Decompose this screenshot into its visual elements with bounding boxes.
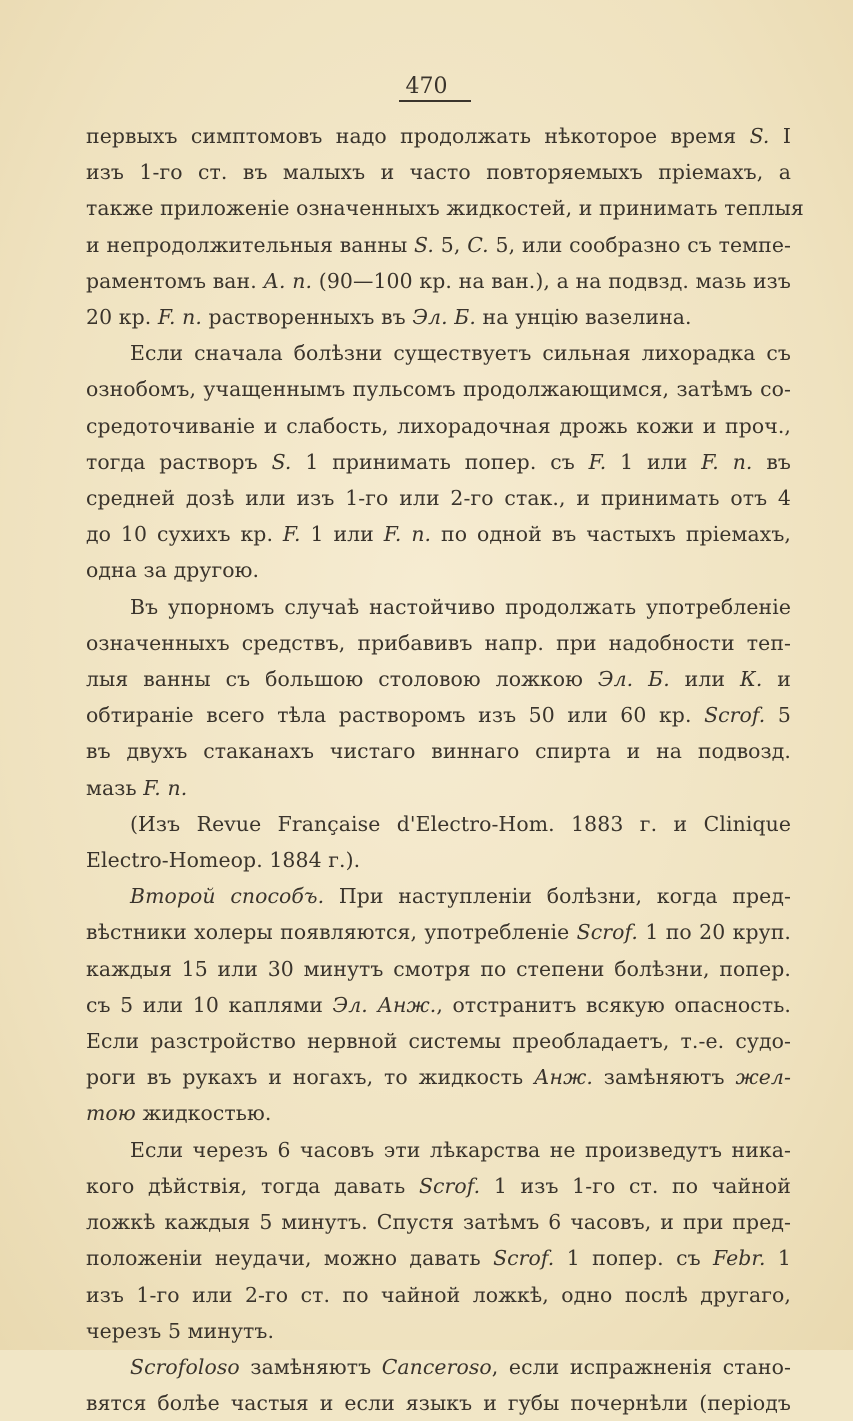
text-line: средней дозѣ или изъ 1-го или 2-го стак., и принимать отъ 4 — [86, 486, 791, 511]
text-line: въ двухъ стаканахъ чистаго виннаго спирта и на подвозд. — [86, 739, 791, 764]
text-line: тогда растворъ S. 1 принимать попер. съ F. 1 или F. п. въ — [86, 449, 791, 474]
text-line: положеніи неудачи, можно давать Scrof. 1 попер. съ Febr. 1 — [86, 1246, 791, 1271]
text-line: ложкѣ каждыя 5 минутъ. Спустя затѣмъ 6 часовъ, и при пред- — [86, 1210, 791, 1235]
text-line: роги въ рукахъ и ногахъ, то жидкость Анж. замѣняютъ жел- — [86, 1065, 791, 1090]
text-line: изъ 1-го или 2-го ст. по чайной ложкѣ, одно послѣ другаго, — [86, 1282, 791, 1307]
text-line: до 10 сухихъ кр. F. 1 или F. п. по одной въ частыхъ пріемахъ, — [86, 522, 791, 547]
text-line: Если сначала болѣзни существуетъ сильная лихорадка съ — [130, 341, 791, 366]
text-line: Scrofoloso замѣняютъ Canceroso, если испражненія стано- — [130, 1354, 791, 1379]
text-line: мазь F. п. — [86, 775, 188, 800]
text-line: лыя ванны съ большою столовою ложкою Эл. Б. или К. и — [86, 667, 791, 692]
text-line: Если черезъ 6 часовъ эти лѣкарства не произведутъ ника- — [130, 1137, 791, 1162]
page-number-rule — [399, 100, 471, 102]
text-line: тою жидкостью. — [86, 1101, 272, 1126]
text-line: вѣстники холеры появляются, употребленіе Scrof. 1 по 20 круп. — [86, 920, 791, 945]
text-line: также приложеніе означенныхъ жидкостей, и принимать теплыя — [86, 196, 804, 221]
text-line: Если разстройство нервной системы преобладаетъ, т.-е. судо- — [86, 1029, 791, 1054]
text-line: ознобомъ, учащеннымъ пульсомъ продолжающимся, затѣмъ со- — [86, 377, 791, 402]
text-line: вятся болѣе частыя и если языкъ и губы почернѣли (періодъ — [86, 1391, 791, 1416]
text-line: изъ 1-го ст. въ малыхъ и часто повторяемыхъ пріемахъ, а — [86, 160, 791, 185]
text-line: обтираніе всего тѣла растворомъ изъ 50 или 60 кр. Scrof. 5 — [86, 703, 792, 728]
text-line: (Изъ Revue Française d'Electro-Hom. 1883 г. и Clinique — [130, 811, 791, 836]
text-line: 20 кр. F. п. растворенныхъ въ Эл. Б. на унцію вазелина. — [86, 305, 692, 330]
text-line: кого дѣйствія, тогда давать Scrof. 1 изъ 1-го ст. по чайной — [86, 1173, 791, 1198]
text-line: съ 5 или 10 каплями Эл. Анж., отстранитъ всякую опасность. — [86, 992, 791, 1017]
text-line: Второй способъ. При наступленіи болѣзни, когда пред- — [130, 884, 791, 909]
text-line: означенныхъ средствъ, прибавивъ напр. при надобности теп- — [86, 630, 791, 655]
text-line: Electro-Homeop. 1884 г.). — [86, 848, 361, 873]
body-text — [86, 118, 804, 1421]
text-line: и непродолжительныя ванны S. 5, C. 5, или сообразно съ темпе- — [86, 232, 791, 257]
page-number: 470 — [405, 74, 448, 99]
text-line: одна за другою. — [86, 558, 260, 583]
text-line: первыхъ симптомовъ надо продолжать нѣкоторое время S. I — [86, 124, 791, 148]
text-line: черезъ 5 минутъ. — [86, 1318, 275, 1343]
text-line: раментомъ ван. А. п. (90—100 кр. на ван.), а на подвзд. мазь изъ — [86, 268, 791, 293]
text-line: Въ упорномъ случаѣ настойчиво продолжать употребленіе — [130, 594, 791, 619]
text-line: каждыя 15 или 30 минутъ смотря по степени болѣзни, попер. — [86, 956, 791, 981]
text-line: средоточиваніе и слабость, лихорадочная дрожь кожи и проч., — [86, 413, 791, 438]
